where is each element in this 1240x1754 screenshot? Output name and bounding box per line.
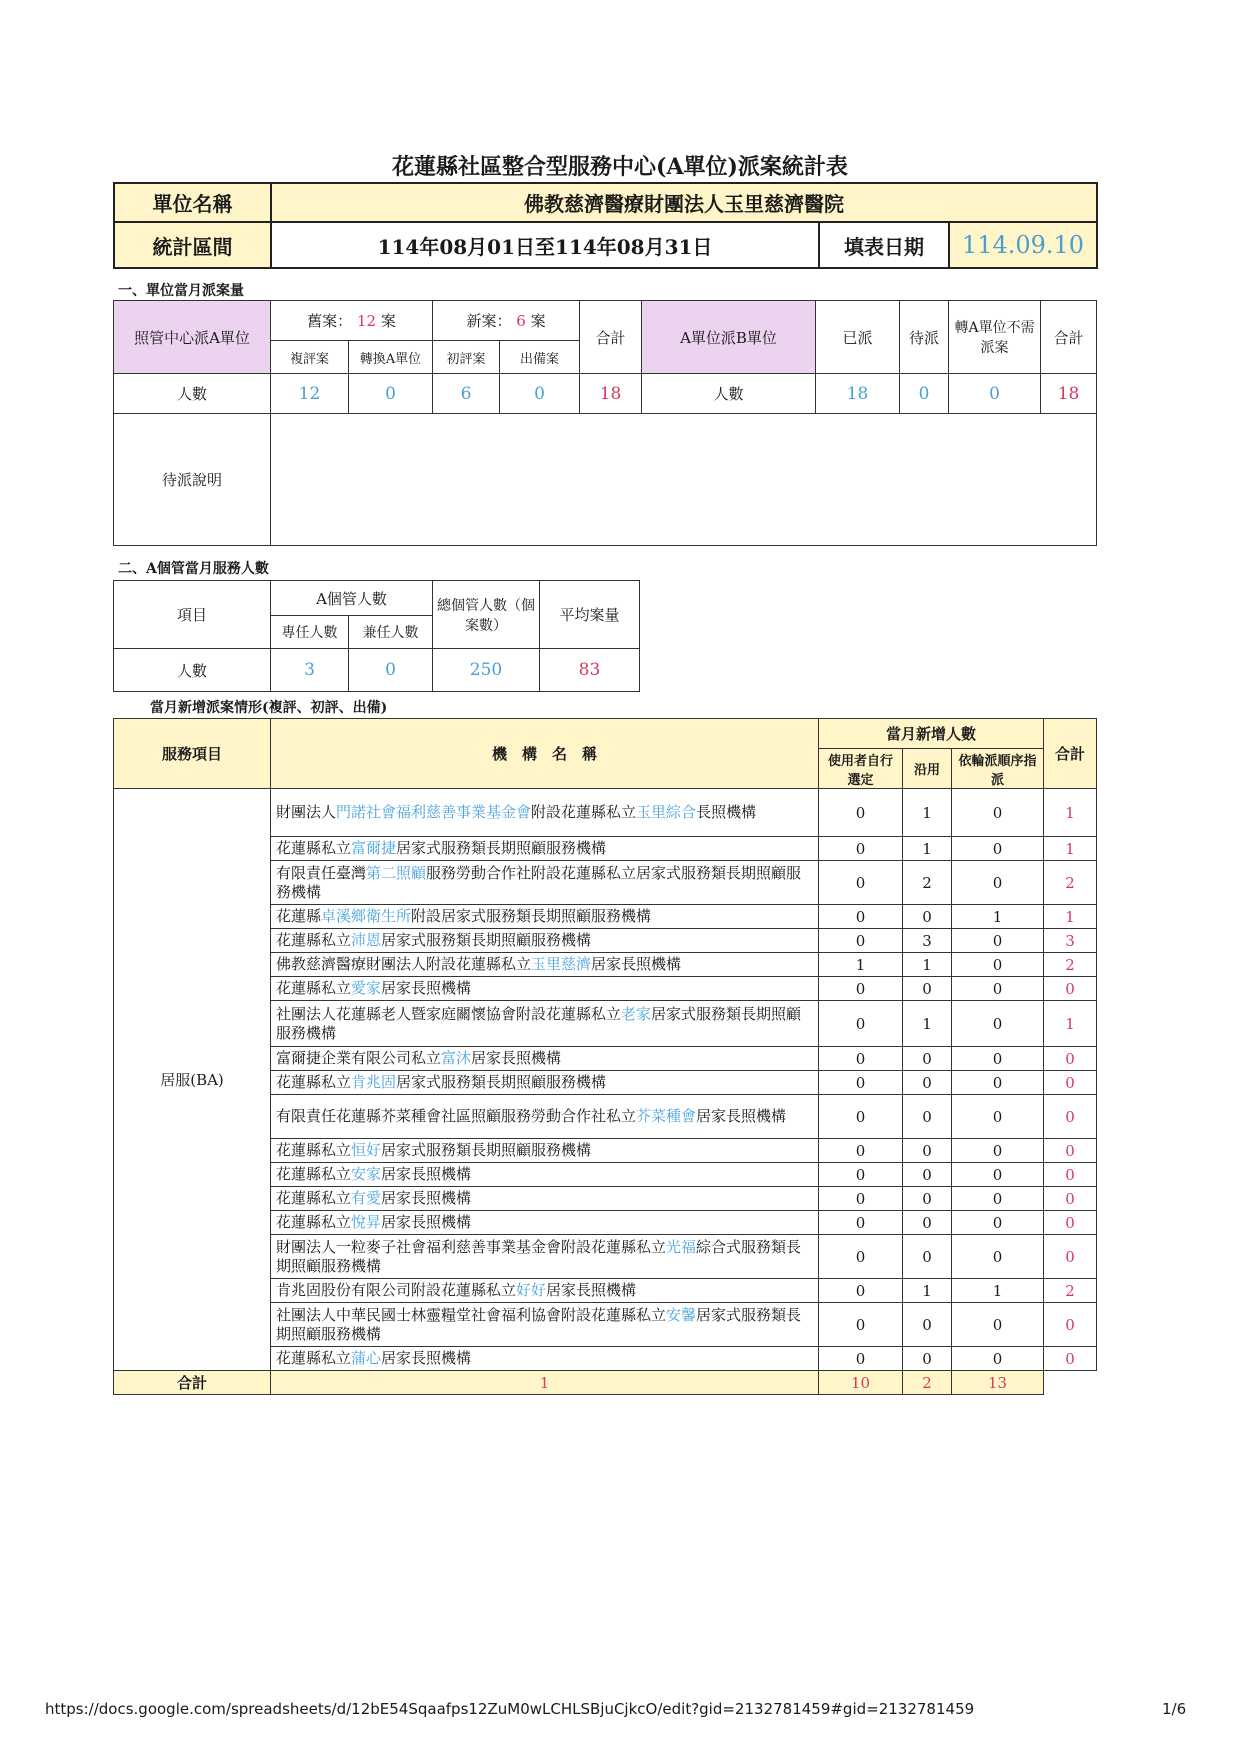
count-keep: 0 (903, 1071, 952, 1095)
count-total: 2 (1044, 1279, 1097, 1303)
old-case-prefix: 舊案： (307, 312, 353, 330)
b-header-transfer: 轉A單位不需派案 (949, 301, 1041, 374)
org-name-part: 花蓮縣私立 (276, 839, 352, 857)
org-name-part: 居家長照機構 (471, 1049, 562, 1067)
org-name-highlight: 玉里慈濟 (531, 955, 592, 973)
count-keep: 0 (903, 1163, 952, 1187)
new-case-count: 6 (516, 312, 526, 330)
unit-name: 佛教慈濟醫療財團法人玉里慈濟醫院 (271, 183, 1097, 222)
service-label: 服務項目 (114, 719, 271, 789)
org-name-highlight: 卓溪鄉衛生所 (321, 907, 412, 925)
org-name-part: 花蓮縣私立 (276, 1213, 352, 1231)
service-name: 居服(BA) (114, 789, 271, 1371)
count-rotation: 1 (952, 1279, 1044, 1303)
section3-title: 當月新增派案情形(複評、初評、出備) (150, 700, 388, 716)
count-keep: 1 (903, 789, 952, 837)
sum-self: 1 (271, 1371, 819, 1395)
org-name-highlight: 安家 (351, 1165, 382, 1183)
b-header-total: 合計 (1041, 301, 1097, 374)
count-keep: 1 (903, 953, 952, 977)
count-keep: 0 (903, 1187, 952, 1211)
org-name-part: 花蓮縣私立 (276, 1189, 352, 1207)
section1-title: 一、單位當月派案量 (118, 283, 244, 299)
old-case-count: 12 (356, 312, 377, 330)
a-total-header: 合計 (580, 301, 642, 374)
old-case-unit: 案 (380, 312, 396, 330)
count-self: 0 (819, 929, 903, 953)
sub-header-discharge: 出備案 (500, 341, 580, 374)
avg-label: 平均案量 (540, 581, 640, 649)
count-self: 0 (819, 1163, 903, 1187)
org-name-highlight: 玉里綜合 (636, 803, 697, 821)
sum-rotation: 2 (903, 1371, 952, 1395)
fill-date-label: 填表日期 (819, 222, 949, 268)
org-name-part: 花蓮縣私立 (276, 1141, 352, 1159)
count-rotation: 0 (952, 789, 1044, 837)
count-self: 0 (819, 1187, 903, 1211)
fill-date-value: 114.09.10 (949, 222, 1097, 268)
parttime-label: 兼任人數 (349, 616, 433, 649)
count-rotation: 0 (952, 977, 1044, 1001)
org-name-part: 居家式服務類長期照顧服務機構 (381, 1141, 592, 1159)
count-keep: 0 (903, 1095, 952, 1139)
org-name-part: 居家長照機構 (381, 1349, 472, 1367)
org-name-part: 富爾捷企業有限公司私立 (276, 1049, 442, 1067)
org-name (271, 861, 819, 905)
count-rotation: 0 (952, 1187, 1044, 1211)
count-self: 0 (819, 1095, 903, 1139)
org-name-part: 居家式服務類長期照顧服務機構 (381, 931, 592, 949)
org-name (271, 1347, 819, 1371)
org-name-part: 居家長照機構 (591, 955, 682, 973)
col-keep-header: 沿用 (903, 749, 952, 789)
count-total: 0 (1044, 1235, 1097, 1279)
unit-label: 單位名稱 (114, 183, 271, 222)
org-name-part: 居家長照機構 (381, 1165, 472, 1183)
total-managed-value: 250 (433, 649, 540, 692)
a-value-reassess: 12 (271, 374, 349, 414)
period-label: 統計區間 (114, 222, 271, 268)
count-self: 0 (819, 789, 903, 837)
org-name-part: 佛教慈濟醫療財團法人附設花蓮縣私立 (276, 955, 532, 973)
org-name-highlight: 富沐 (441, 1049, 472, 1067)
org-name-part: 有限責任臺灣 (276, 863, 367, 882)
count-keep: 3 (903, 929, 952, 953)
item-label: 項目 (114, 581, 271, 649)
a-value-transfer: 0 (349, 374, 433, 414)
org-name-part: 花蓮縣私立 (276, 1165, 352, 1183)
footer-url: https://docs.google.com/spreadsheets/d/12bE54Sqaafps12ZuM0wLCHLSBjuCjkcO/edit?gid=2132781459#gid=2132781459 (45, 1700, 975, 1718)
sub-header-reassess: 複評案 (271, 341, 349, 374)
pending-text (271, 414, 1097, 546)
col-self-header: 使用者自行選定 (819, 749, 903, 789)
count-rotation: 0 (952, 929, 1044, 953)
b-total-value: 18 (1041, 374, 1097, 414)
org-label: 機 構 名 稱 (271, 719, 819, 789)
org-name-part: 居家式服務類長期照顧服務機構 (276, 1004, 802, 1042)
count-self: 0 (819, 1047, 903, 1071)
a-total-value: 18 (580, 374, 642, 414)
org-name (271, 1047, 819, 1071)
org-name (271, 1303, 819, 1347)
count-total: 1 (1044, 1001, 1097, 1047)
b-unit-label: A單位派B單位 (642, 301, 816, 374)
org-name (271, 929, 819, 953)
org-name-highlight: 悅昇 (351, 1213, 382, 1231)
org-name-highlight: 老家 (621, 1004, 652, 1023)
new-case-prefix: 新案： (466, 312, 512, 330)
col-total-header: 合計 (1044, 719, 1097, 789)
org-name-part: 花蓮縣 (276, 907, 322, 925)
count-total: 2 (1044, 861, 1097, 905)
org-name-part: 服務勞動合作社附設花蓮縣私立居家式服務類長期照顧服務機構 (276, 863, 802, 901)
count-rotation: 0 (952, 1071, 1044, 1095)
b-value-dispatched: 18 (816, 374, 900, 414)
count-self: 0 (819, 1303, 903, 1347)
count-keep: 0 (903, 1347, 952, 1371)
org-name-part: 居家長照機構 (381, 979, 472, 997)
a-value-initial: 6 (433, 374, 500, 414)
sub-header-initial: 初評案 (433, 341, 500, 374)
count-rotation: 0 (952, 1347, 1044, 1371)
count-self: 0 (819, 1347, 903, 1371)
page-title: 花蓮縣社區整合型服務中心(A單位)派案統計表 (392, 154, 848, 180)
count-rotation: 0 (952, 1163, 1044, 1187)
org-name-part: 花蓮縣私立 (276, 1349, 352, 1367)
count-total: 0 (1044, 1139, 1097, 1163)
b-header-dispatched: 已派 (816, 301, 900, 374)
count-rotation: 0 (952, 1303, 1044, 1347)
org-name (271, 1163, 819, 1187)
count-rotation: 1 (952, 905, 1044, 929)
section2-title: 二、A個管當月服務人數 (118, 561, 269, 577)
parttime-value: 0 (349, 649, 433, 692)
org-name-highlight: 光福 (666, 1237, 697, 1256)
new-case-unit: 案 (530, 312, 546, 330)
a-unit-label: 照管中心派A單位 (114, 301, 271, 374)
old-case-cell (271, 301, 433, 341)
org-name (271, 953, 819, 977)
org-name (271, 837, 819, 861)
count-keep: 0 (903, 905, 952, 929)
count-keep: 0 (903, 1303, 952, 1347)
count-keep: 0 (903, 977, 952, 1001)
count-keep: 0 (903, 1211, 952, 1235)
org-name-part: 綜合式服務類長期照顧服務機構 (276, 1237, 802, 1275)
org-name-highlight: 門諾社會福利慈善事業基金會 (336, 803, 532, 821)
org-name-highlight: 有愛 (351, 1189, 382, 1207)
count-total: 0 (1044, 1303, 1097, 1347)
count-total: 3 (1044, 929, 1097, 953)
org-name-part: 附設花蓮縣私立 (531, 803, 637, 821)
period-value: 114年08月01日至114年08月31日 (271, 222, 819, 268)
count-self: 0 (819, 1211, 903, 1235)
count-rotation: 0 (952, 837, 1044, 861)
count-self: 0 (819, 1071, 903, 1095)
new-count-label: 當月新增人數 (819, 719, 1044, 749)
org-name-part: 長照機構 (696, 803, 757, 821)
count-self: 0 (819, 1235, 903, 1279)
org-name-highlight: 沛恩 (351, 931, 382, 949)
org-name-highlight: 恒好 (351, 1141, 382, 1159)
count-keep: 0 (903, 1047, 952, 1071)
org-name-part: 附設居家式服務類長期照顧服務機構 (411, 907, 652, 925)
org-name-highlight: 芥菜種會 (636, 1107, 697, 1125)
org-name-highlight: 第二照顧 (366, 863, 427, 882)
org-name (271, 789, 819, 837)
org-name-part: 居家長照機構 (696, 1107, 787, 1125)
count-self: 0 (819, 977, 903, 1001)
count-total: 0 (1044, 1163, 1097, 1187)
fulltime-value: 3 (271, 649, 349, 692)
new-dispatch-table (113, 718, 1097, 1395)
sum-keep: 10 (819, 1371, 903, 1395)
org-name-highlight: 肯兆固 (351, 1073, 397, 1091)
count-rotation: 0 (952, 861, 1044, 905)
org-name-part: 居家式服務類長期照顧服務機構 (396, 1073, 607, 1091)
count-rotation: 0 (952, 1095, 1044, 1139)
org-name-part: 財團法人 (276, 803, 337, 821)
avg-value: 83 (540, 649, 640, 692)
org-name-part: 居家式服務類長期照顧服務機構 (396, 839, 607, 857)
org-name (271, 1095, 819, 1139)
sum-total: 13 (952, 1371, 1044, 1395)
org-name (271, 977, 819, 1001)
b-row-label: 人數 (642, 374, 816, 414)
b-value-transfer: 0 (949, 374, 1041, 414)
org-name-highlight: 安馨 (666, 1305, 697, 1324)
s2-row-label: 人數 (114, 649, 271, 692)
count-keep: 0 (903, 1235, 952, 1279)
total-managed-label: 總個管人數（個案數） (433, 581, 540, 649)
b-header-pending: 待派 (900, 301, 949, 374)
count-rotation: 0 (952, 1139, 1044, 1163)
case-manager-table (113, 580, 640, 692)
count-rotation: 0 (952, 1235, 1044, 1279)
count-total: 0 (1044, 1211, 1097, 1235)
sub-header-transfer: 轉換A單位 (349, 341, 433, 374)
count-total: 2 (1044, 953, 1097, 977)
count-keep: 1 (903, 1001, 952, 1047)
org-name (271, 1001, 819, 1047)
org-name-part: 財團法人一粒麥子社會福利慈善事業基金會附設花蓮縣私立 (276, 1237, 667, 1256)
count-keep: 1 (903, 1279, 952, 1303)
org-name-highlight: 富爾捷 (351, 839, 397, 857)
org-name (271, 1279, 819, 1303)
org-name (271, 1211, 819, 1235)
org-name-part: 社團法人中華民國士林靈糧堂社會福利協會附設花蓮縣私立 (276, 1305, 667, 1324)
count-self: 0 (819, 861, 903, 905)
count-total: 1 (1044, 789, 1097, 837)
count-rotation: 0 (952, 1211, 1044, 1235)
new-case-cell (433, 301, 580, 341)
org-name-part: 花蓮縣私立 (276, 979, 352, 997)
count-total: 0 (1044, 1347, 1097, 1371)
org-name-part: 居家長照機構 (381, 1189, 472, 1207)
count-rotation: 0 (952, 1001, 1044, 1047)
org-name-highlight: 愛家 (351, 979, 382, 997)
count-total: 0 (1044, 1047, 1097, 1071)
count-keep: 1 (903, 837, 952, 861)
count-total: 1 (1044, 905, 1097, 929)
org-name-highlight: 蒲心 (351, 1349, 382, 1367)
count-self: 0 (819, 905, 903, 929)
sum-label: 合計 (114, 1371, 271, 1395)
col-rotation-header: 依輪派順序指派 (952, 749, 1044, 789)
footer-page-number: 1/6 (1162, 1700, 1187, 1718)
org-name (271, 1071, 819, 1095)
fulltime-label: 專任人數 (271, 616, 349, 649)
count-total: 0 (1044, 1071, 1097, 1095)
header-table (113, 182, 1098, 269)
org-name-part: 居家長照機構 (546, 1281, 637, 1299)
org-name-part: 居家長照機構 (381, 1213, 472, 1231)
a-row-label: 人數 (114, 374, 271, 414)
b-value-pending: 0 (900, 374, 949, 414)
count-rotation: 0 (952, 1047, 1044, 1071)
count-rotation: 0 (952, 953, 1044, 977)
org-name (271, 905, 819, 929)
dispatch-table (113, 300, 1097, 546)
count-self: 1 (819, 953, 903, 977)
org-name-highlight: 好好 (516, 1281, 547, 1299)
org-name (271, 1139, 819, 1163)
org-name-part: 居家式服務類長期照顧服務機構 (276, 1305, 802, 1343)
org-name-part: 肯兆固股份有限公司附設花蓮縣私立 (276, 1281, 517, 1299)
org-name (271, 1187, 819, 1211)
a-manager-label: A個管人數 (271, 581, 433, 616)
org-name (271, 1235, 819, 1279)
org-name-part: 花蓮縣私立 (276, 1073, 352, 1091)
count-self: 0 (819, 1139, 903, 1163)
count-total: 0 (1044, 1187, 1097, 1211)
count-self: 0 (819, 1279, 903, 1303)
org-name-part: 有限責任花蓮縣芥菜種會社區照顧服務勞動合作社私立 (276, 1107, 637, 1125)
count-self: 0 (819, 1001, 903, 1047)
count-keep: 2 (903, 861, 952, 905)
count-total: 0 (1044, 977, 1097, 1001)
a-value-discharge: 0 (500, 374, 580, 414)
org-name-part: 社團法人花蓮縣老人暨家庭關懷協會附設花蓮縣私立 (276, 1004, 622, 1023)
count-keep: 0 (903, 1139, 952, 1163)
table-row (114, 789, 1097, 837)
count-total: 1 (1044, 837, 1097, 861)
count-self: 0 (819, 837, 903, 861)
count-total: 0 (1044, 1095, 1097, 1139)
org-name-part: 花蓮縣私立 (276, 931, 352, 949)
pending-label: 待派說明 (114, 414, 271, 546)
